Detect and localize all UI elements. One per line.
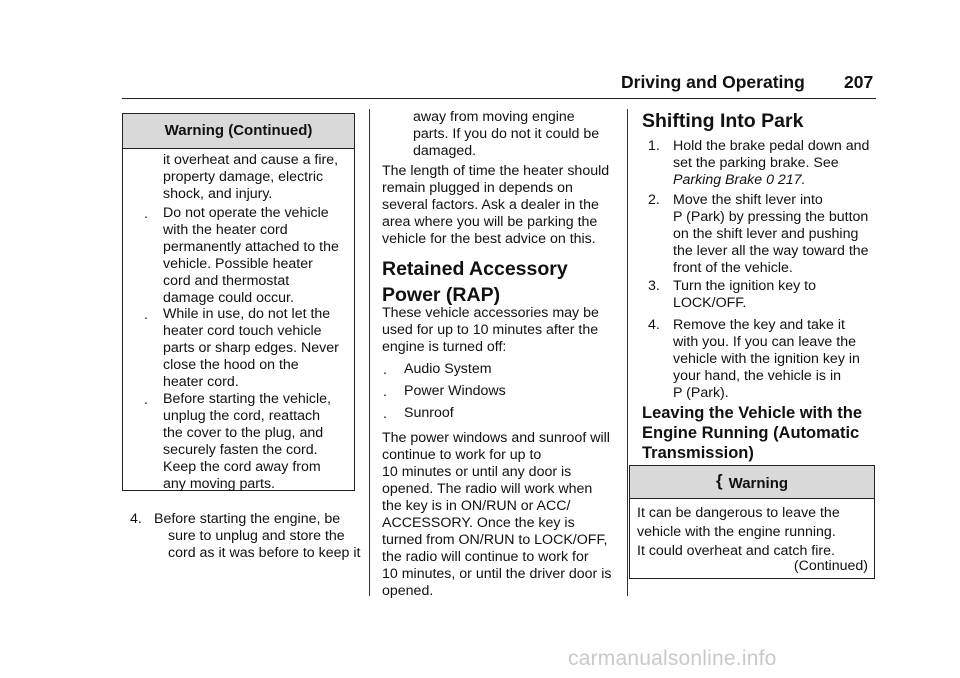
step-text <box>673 138 869 189</box>
text-line: continue to work for up to <box>382 447 542 463</box>
text-line: sure to unplug and store the <box>168 528 345 544</box>
heading-line: Power (RAP) <box>382 284 501 306</box>
text-line: These vehicle accessories may be <box>382 305 599 321</box>
text-line: any moving parts. <box>163 476 275 492</box>
text-line: cord as it was before to keep it <box>168 545 361 561</box>
text-line: used for up to 10 minutes after the <box>382 322 599 338</box>
text-line: It could overheat and catch fire. <box>637 543 835 559</box>
header-rule <box>122 98 876 99</box>
heading-line: Engine Running (Automatic <box>642 424 860 442</box>
text-line: 10 minutes or until any door is <box>382 464 572 480</box>
text-line: parts. If you do not it could be <box>413 126 600 142</box>
text-line: damage could occur. <box>163 290 294 306</box>
step-number: 3. <box>648 278 660 294</box>
paragraph <box>382 430 611 600</box>
running-header-title: Driving and Operating <box>621 72 805 92</box>
step-text <box>673 278 816 312</box>
warning-text <box>163 152 338 203</box>
step-number: 1. <box>648 138 660 154</box>
list-item-power-windows: Power Windows <box>404 383 506 399</box>
bullet-mark: . <box>383 405 387 421</box>
text-line: with you. If you can leave the <box>673 334 856 350</box>
text-line: It can be dangerous to leave the <box>637 505 840 521</box>
text-line: securely fasten the cord. <box>163 442 318 458</box>
heading-line: Transmission) <box>642 444 754 462</box>
text-line: While in use, do not let the <box>163 306 331 322</box>
text-line: Do not operate the vehicle <box>163 205 329 221</box>
warning-bullet-item <box>163 391 331 493</box>
text-line: Move the shift lever into <box>673 192 823 208</box>
cross-reference-page[interactable]: 217. <box>777 172 806 188</box>
text-line: opened. <box>382 583 434 599</box>
step-number: 4. <box>648 317 660 333</box>
bullet-mark: . <box>144 391 148 407</box>
warning-bullet-item <box>163 306 339 391</box>
text-line: P (Park). <box>673 385 729 401</box>
text-line: The length of time the heater should <box>382 163 610 179</box>
text-line: turned from ON/RUN to LOCK/OFF, <box>382 532 608 548</box>
text-line: vehicle with the ignition key in <box>673 351 860 367</box>
bullet-mark: . <box>144 306 148 322</box>
text-line: the lever all the way toward the <box>673 243 869 259</box>
warning-box <box>629 465 875 579</box>
paragraph <box>382 163 609 248</box>
text-line: heater cord touch vehicle <box>163 323 322 339</box>
warning-box-title: Warning (Continued) <box>123 114 354 149</box>
section-heading-shifting: Shifting Into Park <box>642 110 804 132</box>
text-line: Hold the brake pedal down and <box>673 138 870 154</box>
cross-reference-label[interactable]: Parking Brake <box>673 172 763 188</box>
bullet-mark: . <box>383 383 387 399</box>
text-line: heater cord. <box>163 374 239 390</box>
text-line: P (Park) by pressing the button <box>673 209 869 225</box>
text-line: Remove the key and take it <box>673 317 845 333</box>
heading-line: Retained Accessory <box>382 258 568 280</box>
text-line: opened. The radio will work when <box>382 481 593 497</box>
watermark: carmanualsonline.info <box>568 647 777 670</box>
text-line: permanently attached to the <box>163 239 339 255</box>
warning-title-text: Warning <box>728 475 789 492</box>
text-line: set the parking brake. See <box>673 155 839 171</box>
warning-icon: { <box>715 471 723 490</box>
paragraph <box>382 305 599 356</box>
list-item-audio-system: Audio System <box>404 361 492 377</box>
warning-text <box>637 504 840 561</box>
warning-box-title <box>630 466 874 499</box>
text-line: front of the vehicle. <box>673 260 793 276</box>
text-line: Before starting the vehicle, <box>163 391 331 407</box>
bullet-mark: . <box>383 361 387 377</box>
column-divider-left <box>369 109 370 596</box>
cross-reference[interactable] <box>673 172 869 189</box>
text-line: the cover to the plug, and <box>163 425 324 441</box>
heading-line: Leaving the Vehicle with the <box>642 404 863 422</box>
text-line: cord and thermostat <box>163 273 290 289</box>
step-text <box>673 192 869 277</box>
text-line: shock, and injury. <box>163 186 273 202</box>
text-line: engine is turned off: <box>382 339 507 355</box>
text-line: your hand, the vehicle is in <box>673 368 841 384</box>
text-line: The power windows and sunroof will <box>382 430 610 446</box>
text-line: LOCK/OFF. <box>673 295 747 311</box>
text-line: damaged. <box>413 143 477 159</box>
text-line: Turn the ignition key to <box>673 278 817 294</box>
text-line: unplug the cord, reattach <box>163 408 320 424</box>
text-line: Before starting the engine, be <box>154 511 341 527</box>
text-line: vehicle with the engine running. <box>637 524 836 540</box>
text-line: Keep the cord away from <box>163 459 321 475</box>
text-line: vehicle. Possible heater <box>163 256 313 272</box>
text-line: ACCESSORY. Once the key is <box>382 515 575 531</box>
text-line: close the hood on the <box>163 357 299 373</box>
step-text <box>154 511 360 562</box>
page-ref-arrow-icon: 0 <box>766 172 774 188</box>
warning-bullet-item <box>163 205 339 307</box>
section-heading-rap <box>382 258 568 307</box>
step-number: 4. <box>130 511 142 527</box>
text-line: the key is in ON/RUN or ACC/ <box>382 498 571 514</box>
text-line: the radio will continue to work for <box>382 549 589 565</box>
continued-text <box>413 109 599 160</box>
text-line: several factors. Ask a dealer in the <box>382 197 599 213</box>
list-item-sunroof: Sunroof <box>404 405 454 421</box>
step-number: 2. <box>648 192 660 208</box>
text-line: area where you will be parking the <box>382 214 598 230</box>
column-divider-right <box>627 109 628 596</box>
text-line: 10 minutes, or until the driver door is <box>382 566 612 582</box>
page-number: 207 <box>844 72 874 92</box>
bullet-mark: . <box>144 205 148 221</box>
text-line: vehicle for the best advice on this. <box>382 231 596 247</box>
text-line: parts or sharp edges. Never <box>163 340 339 356</box>
continued-label: (Continued) <box>793 558 868 574</box>
text-line: on the shift lever and pushing <box>673 226 859 242</box>
text-line: property damage, electric <box>163 169 324 185</box>
subheading-leaving-vehicle <box>642 403 862 463</box>
text-line: remain plugged in depends on <box>382 180 573 196</box>
step-text <box>673 317 860 402</box>
text-line: away from moving engine <box>413 109 575 125</box>
text-line: it overheat and cause a fire, <box>163 152 339 168</box>
text-line: with the heater cord <box>163 222 288 238</box>
